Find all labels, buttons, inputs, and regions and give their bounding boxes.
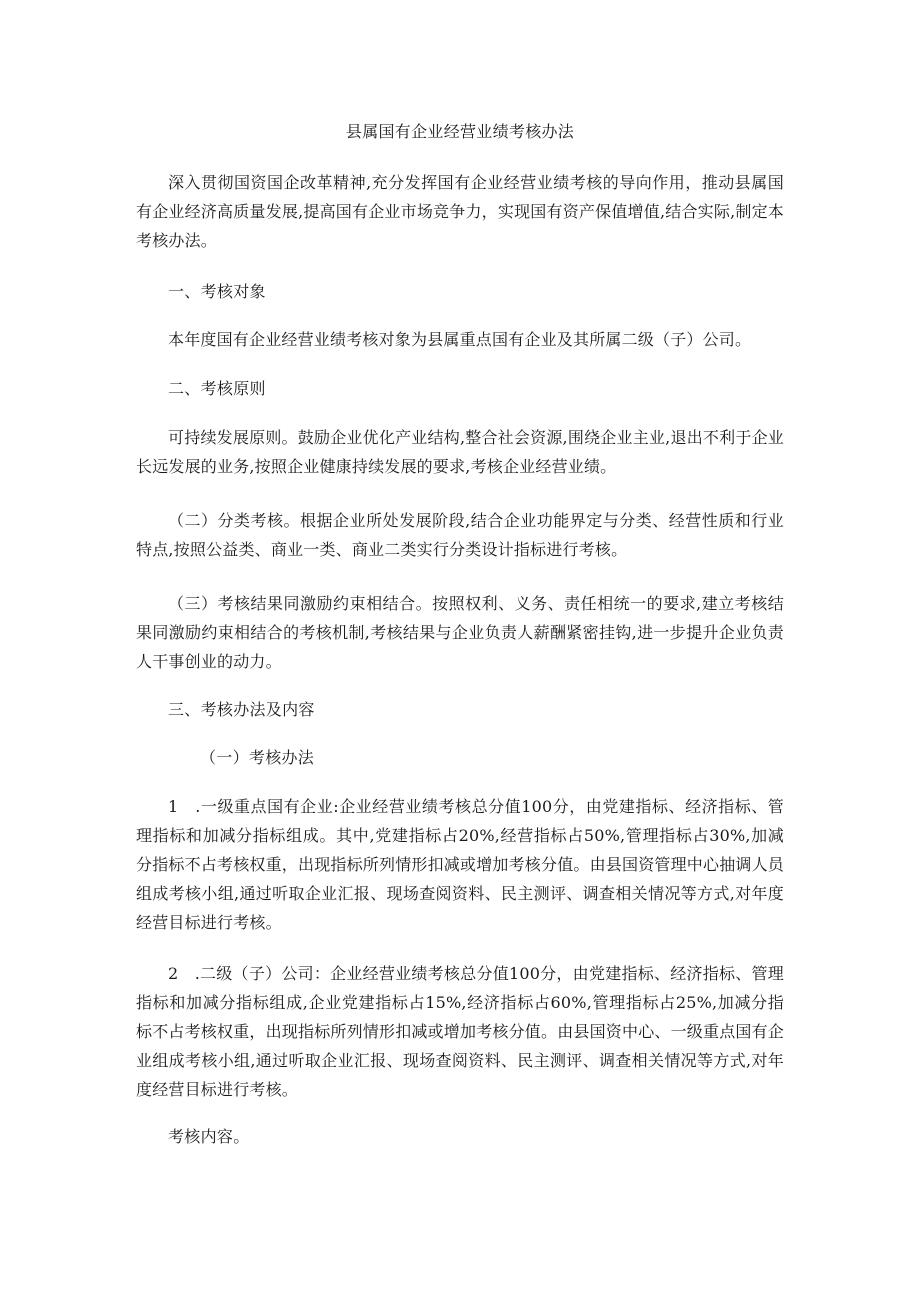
document-title: 县属国有企业经营业绩考核办法 <box>345 122 575 141</box>
section-2-paragraph-3: （三）考核结果同激励约束相结合。按照权利、义务、责任相统一的要求,建立考核结果同激励约束相结合的考核机制,考核结果与企业负责人薪酬紧密挂钩,进一步提升企业负责人干事创业的动力。 <box>136 594 784 671</box>
section-3-heading: 三、考核办法及内容 <box>168 700 315 719</box>
section-2-paragraph-1: 可持续发展原则。鼓励企业优化产业结构,整合社会资源,围绕企业主业,退出不利于企业长远发展的业务,按照企业健康持续发展的要求,考核企业经营业绩。 <box>136 428 784 476</box>
section-1-heading: 一、考核对象 <box>168 282 266 301</box>
section-3-subheading-1: （一）考核办法 <box>200 748 315 767</box>
section-3-item-1: 1 .一级重点国有企业:企业经营业绩考核总分值100分，由党建指标、经济指标、管理指标和加减分指标组成。其中,党建指标占20%,经营指标占50%,管理指标占30%,加减分指标不占考核权重，出现指标所列情形扣减或增加考核分值。由县国资管理中心抽调人员组成考核小组,通过听取企业汇报、现场查阅资料、民主测评、调查相关情况等方式,对年度经营目标进行考核。 <box>136 797 785 932</box>
section-3-item-2: 2 .二级（子）公司：企业经营业绩考核总分值100分，由党建指标、经济指标、管理指标和加减分指标组成,企业党建指标占15%,经济指标占60%,管理指标占25%,加减分指标不占考核权重，出现指标所列情形扣减或增加考核分值。由县国资中心、一级重点国有企业组成考核小组,通过听取企业汇报、现场查阅资料、民主测评、调查相关情况等方式,对年度经营目标进行考核。 <box>136 964 785 1099</box>
intro-paragraph: 深入贯彻国资国企改革精神,充分发挥国有企业经营业绩考核的导向作用，推动县属国有企业经济高质量发展,提高国有企业市场竞争力，实现国有资产保值增值,结合实际,制定本考核办法。 <box>136 173 784 250</box>
section-1-body: 本年度国有企业经营业绩考核对象为县属重点国有企业及其所属二级（子）公司。 <box>168 330 752 349</box>
section-2-paragraph-2: （二）分类考核。根据企业所处发展阶段,结合企业功能界定与分类、经营性质和行业特点,按照公益类、商业一类、商业二类实行分类设计指标进行考核。 <box>136 511 784 559</box>
section-2-heading: 二、考核原则 <box>168 379 266 398</box>
assessment-content-label: 考核内容。 <box>168 1127 250 1146</box>
